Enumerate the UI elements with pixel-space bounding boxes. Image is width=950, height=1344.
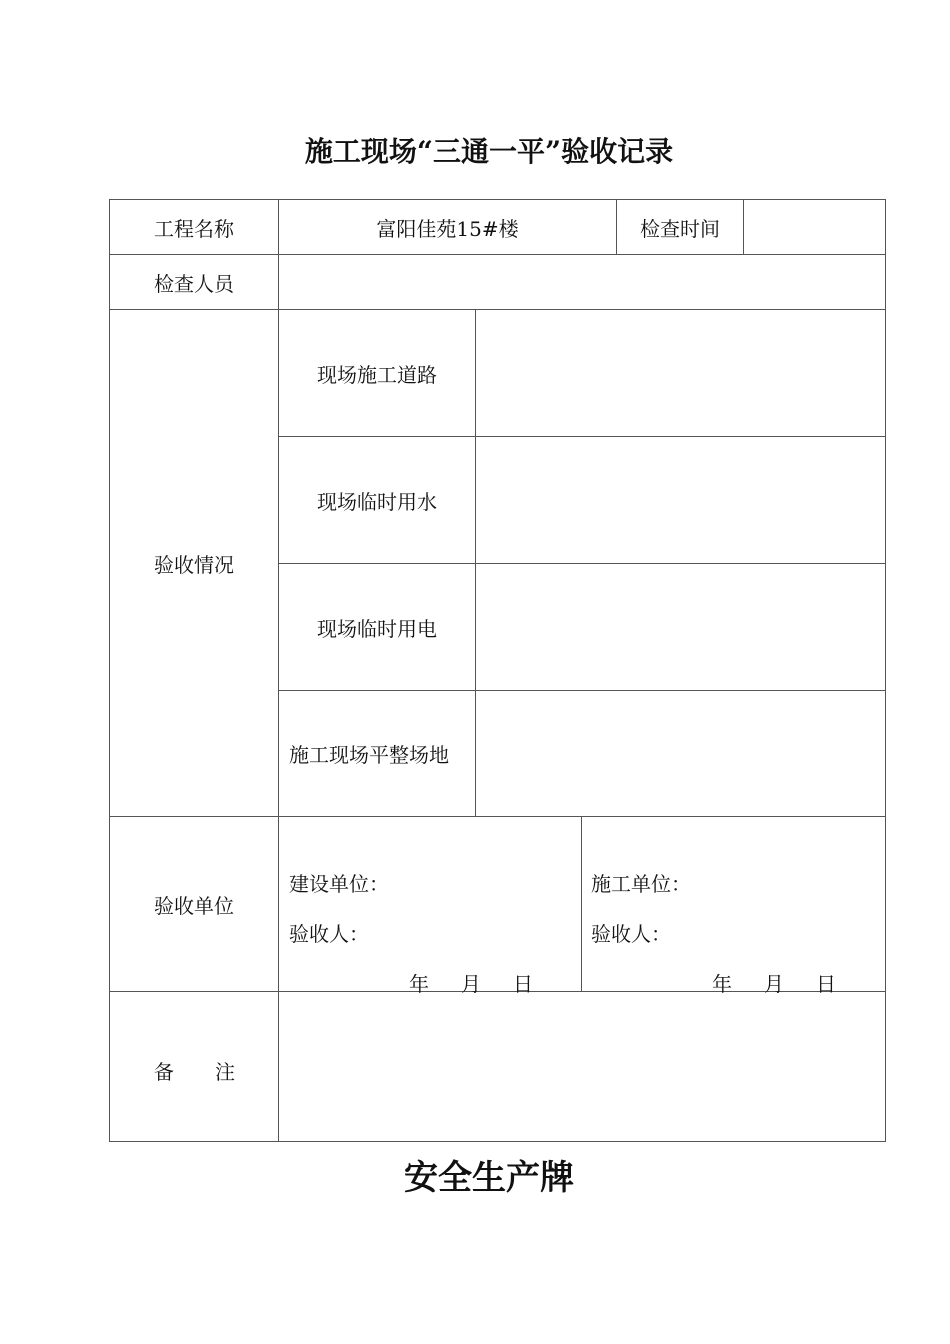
builder-unit-label: 建设单位： — [289, 872, 389, 896]
builder-date-month: 月 — [461, 972, 481, 996]
contractor-unit-label: 施工单位： — [591, 872, 691, 896]
item-value-site-leveling[interactable] — [476, 691, 885, 816]
project-name-value[interactable]: 富阳佳苑15#楼 — [376, 216, 519, 241]
builder-date-year: 年 — [409, 972, 429, 996]
check-time-value[interactable] — [744, 200, 885, 254]
item-value-water[interactable] — [476, 437, 885, 563]
inspectors-value[interactable] — [279, 255, 885, 309]
item-label-site-leveling: 施工现场平整场地 — [289, 743, 449, 767]
table-border-bottom — [109, 1141, 886, 1142]
contractor-date-day: 日 — [816, 972, 836, 996]
builder-acceptor-label: 验收人： — [289, 922, 369, 946]
contractor-date-year: 年 — [712, 972, 732, 996]
contractor-acceptor-label: 验收人： — [591, 922, 671, 946]
contractor-date-month: 月 — [764, 972, 784, 996]
check-time-label: 检查时间 — [640, 216, 720, 241]
acceptance-unit-label: 验收单位 — [154, 893, 234, 918]
next-section-title: 安全生产牌 — [404, 1158, 574, 1198]
project-name-label: 工程名称 — [154, 216, 234, 241]
page-title: 施工现场“三通一平”验收记录 — [304, 135, 674, 168]
inspectors-label: 检查人员 — [154, 271, 234, 296]
item-label-road: 现场施工道路 — [317, 362, 437, 387]
item-label-electricity: 现场临时用电 — [317, 616, 437, 641]
builder-date-day: 日 — [513, 972, 533, 996]
remarks-label-part2: 注 — [215, 1060, 235, 1084]
item-label-water: 现场临时用水 — [317, 489, 437, 514]
item-value-road[interactable] — [476, 310, 885, 436]
remarks-label-part1: 备 — [154, 1060, 174, 1084]
table-border-right — [885, 199, 886, 1142]
column-divider — [581, 816, 582, 991]
acceptance-status-label: 验收情况 — [154, 552, 234, 577]
item-value-electricity[interactable] — [476, 564, 885, 690]
remarks-value[interactable] — [279, 992, 885, 1141]
